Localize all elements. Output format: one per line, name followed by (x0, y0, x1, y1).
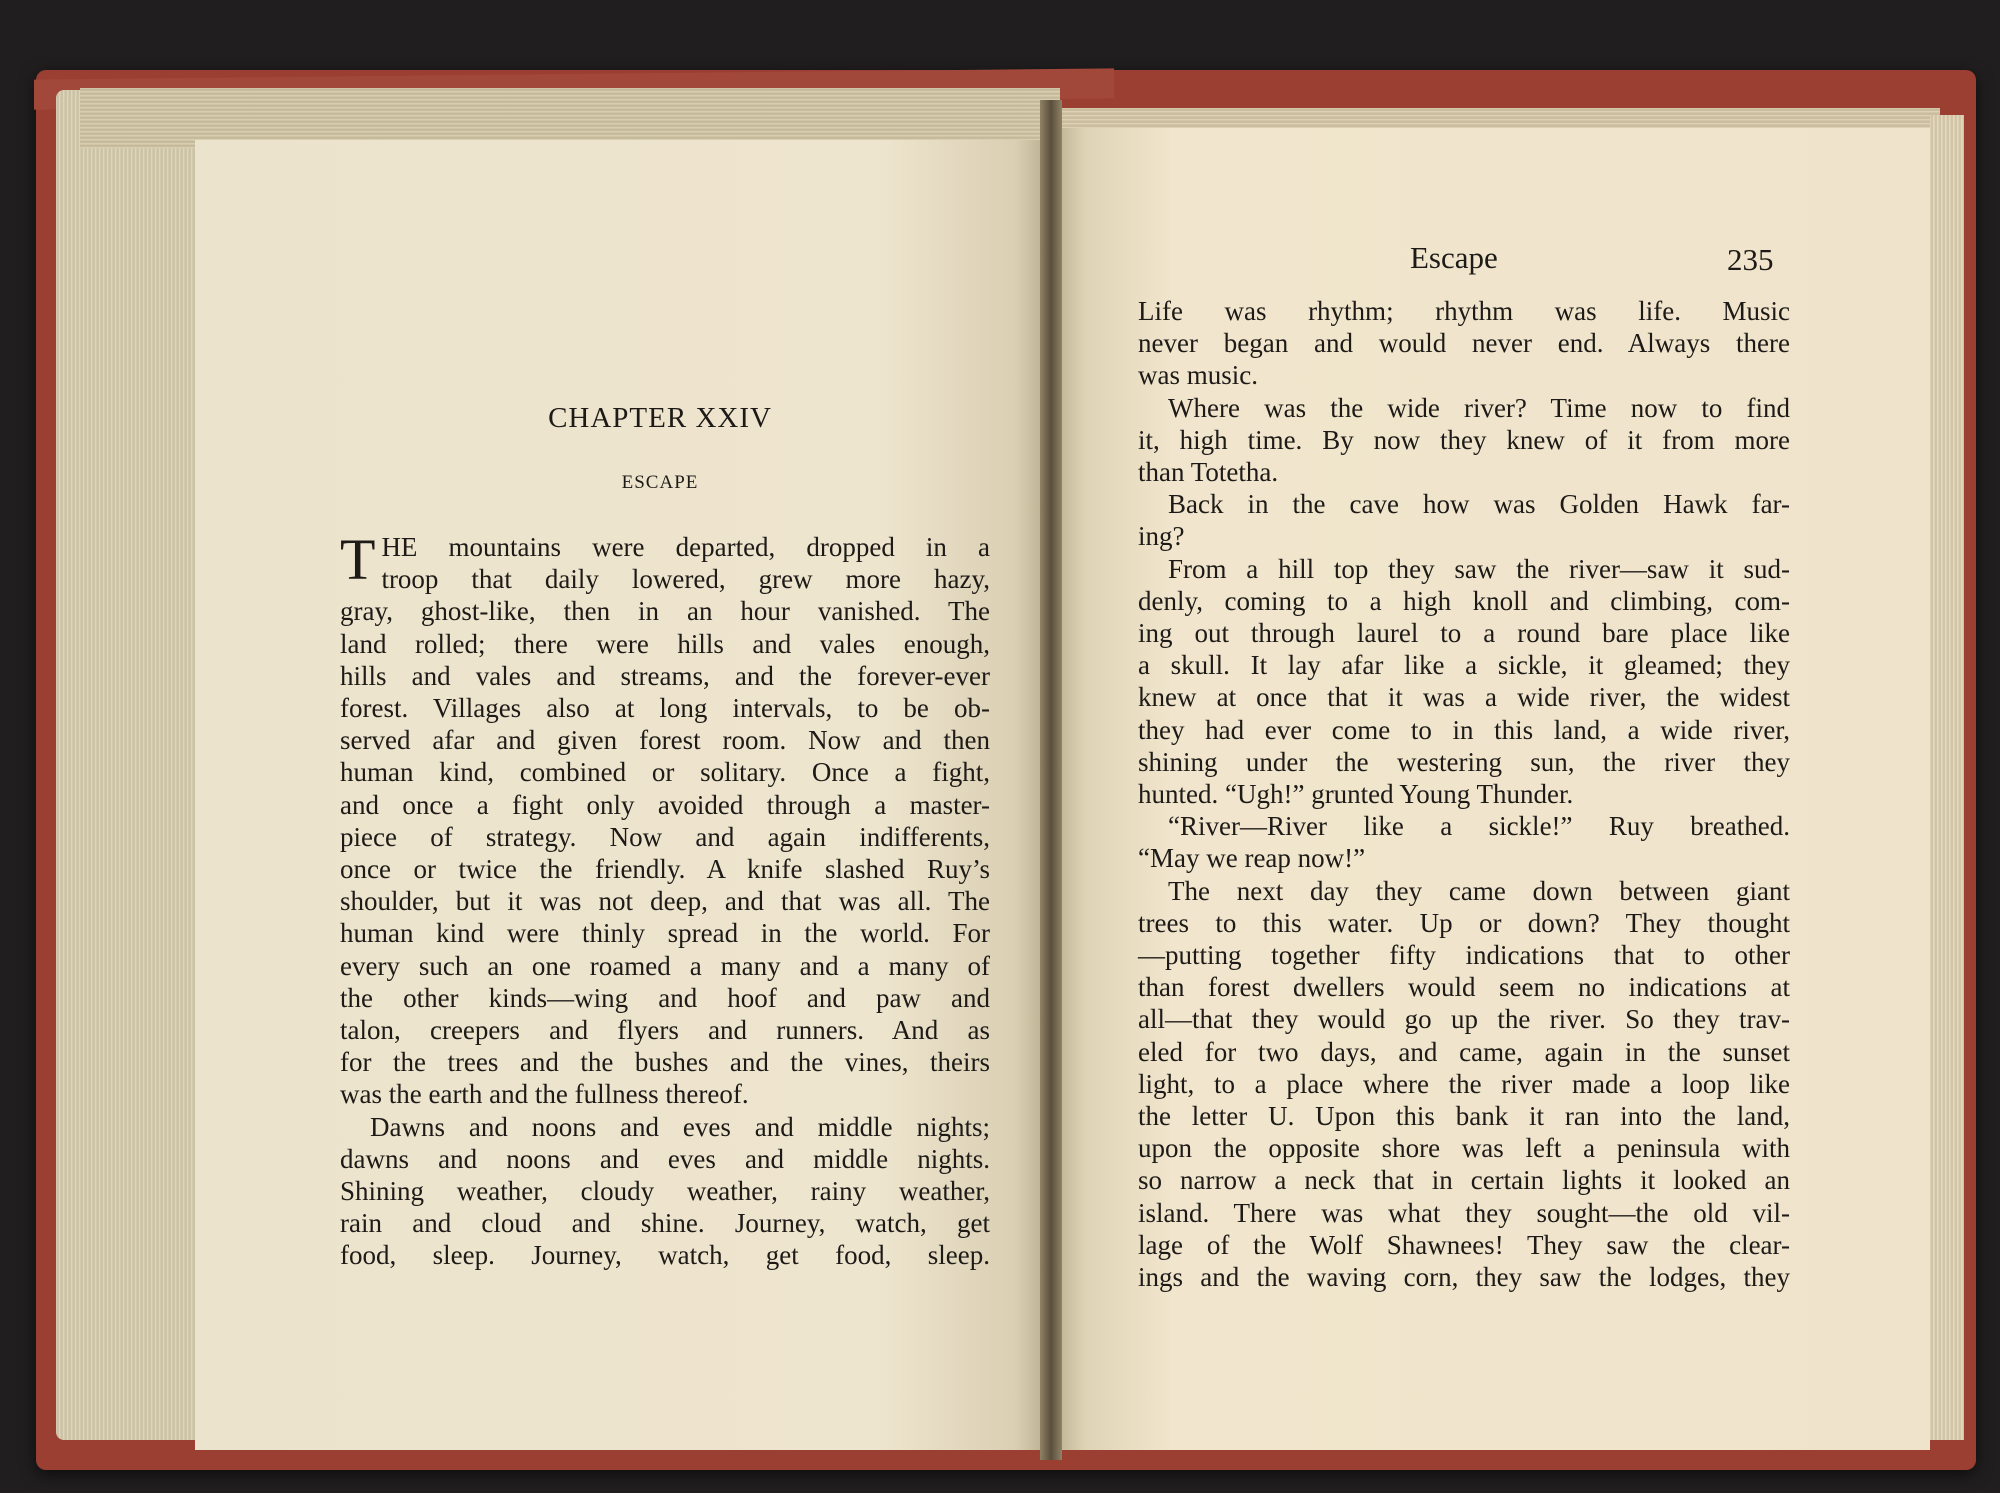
text-line: hills and vales and streams, and the forever-ever (340, 660, 990, 691)
text-line: HE mountains were departed, dropped in a (381, 532, 990, 562)
page-number: 235 (1727, 242, 1774, 277)
text-line: the letter U. Upon this bank it ran into the land, (1138, 1101, 1790, 1132)
text-line: lage of the Wolf Shawnees! They saw the clear- (1138, 1229, 1790, 1260)
text-line: served afar and given forest room. Now and then (340, 725, 990, 756)
page-edges-top-left (80, 88, 1060, 148)
page-edges-left (56, 90, 206, 1440)
left-paragraph-1 (340, 527, 990, 1111)
text-line: once or twice the friendly. A knife slashed Ruy’s (340, 854, 990, 885)
running-title: Escape (1410, 240, 1498, 275)
text-line: From a hill top they saw the river—saw it sud- (1168, 553, 1790, 584)
text-line: “River—River like a sickle!” Ruy breathed. (1168, 811, 1790, 842)
text-line: gray, ghost-like, then in an hour vanished. The (340, 596, 990, 627)
text-line: it, high time. By now they knew of it from more (1138, 424, 1790, 455)
right-page-text (1138, 295, 1790, 1293)
drop-cap: T (340, 527, 376, 592)
text-line: ing? (1138, 521, 1185, 552)
text-line: every such an one roamed a many and a many of (340, 950, 990, 981)
left-page-text (340, 527, 990, 1272)
text-line: rain and cloud and shine. Journey, watch, get (340, 1208, 990, 1239)
text-line: Shining weather, cloudy weather, rainy weather, (340, 1176, 990, 1207)
text-line: dawns and noons and eves and middle nights. (340, 1143, 990, 1174)
text-line: ings and the waving corn, they saw the lodges, they (1138, 1262, 1790, 1293)
text-line: upon the opposite shore was left a peninsula with (1138, 1133, 1790, 1164)
text-line: all—that they would go up the river. So they trav- (1138, 1004, 1790, 1035)
text-line: Where was the wide river? Time now to find (1168, 392, 1790, 423)
text-line: The next day they came down between giant (1168, 875, 1790, 906)
text-line: than Totetha. (1138, 457, 1279, 488)
text-line: shining under the westering sun, the river they (1138, 746, 1790, 777)
text-line: trees to this water. Up or down? They thought (1138, 907, 1790, 938)
text-line: was music. (1138, 360, 1258, 391)
text-line: never began and would never end. Always there (1138, 328, 1790, 359)
text-line: so narrow a neck that in certain lights it looked an (1138, 1165, 1790, 1196)
text-line: a skull. It lay afar like a sickle, it gleamed; they (1138, 650, 1790, 681)
text-line: piece of strategy. Now and again indifferents, (340, 821, 990, 852)
text-line: and once a fight only avoided through a master- (340, 789, 990, 820)
text-line: they had ever come to in this land, a wide river, (1138, 714, 1790, 745)
left-paragraph-2 (340, 1111, 990, 1272)
text-line: human kind were thinly spread in the world. For (340, 918, 990, 949)
text-line: light, to a place where the river made a loop like (1138, 1068, 1790, 1099)
text-line: than forest dwellers would seem no indications at (1138, 972, 1790, 1003)
text-line: food, sleep. Journey, watch, get food, sleep. (340, 1240, 990, 1271)
text-line: eled for two days, and came, again in the sunset (1138, 1036, 1790, 1067)
book-gutter (1040, 100, 1062, 1460)
text-line: troop that daily lowered, grew more hazy, (381, 564, 990, 595)
text-line: talon, creepers and flyers and runners. And as (340, 1015, 990, 1046)
chapter-title: CHAPTER XXIV (548, 402, 772, 434)
text-line: Life was rhythm; rhythm was life. Music (1138, 296, 1790, 326)
text-line: land rolled; there were hills and vales enough, (340, 628, 990, 659)
text-line: Dawns and noons and eves and middle nights; (370, 1111, 990, 1142)
chapter-subtitle: ESCAPE (621, 472, 699, 493)
text-line: —putting together fifty indications that to other (1138, 940, 1790, 971)
text-line: “May we reap now!” (1138, 843, 1366, 874)
text-line: shoulder, but it was not deep, and that was all. The (340, 886, 990, 917)
text-line: for the trees and the bushes and the vines, theirs (340, 1047, 990, 1078)
text-line: Back in the cave how was Golden Hawk far- (1168, 489, 1790, 520)
text-line: island. There was what they sought—the old vil- (1138, 1197, 1790, 1228)
text-line: was the earth and the fullness thereof. (340, 1079, 749, 1110)
text-line: forest. Villages also at long intervals, to be ob- (340, 693, 990, 724)
text-line: human kind, combined or solitary. Once a fight, (340, 757, 990, 788)
page-edges-right (1930, 115, 1964, 1440)
text-line: denly, coming to a high knoll and climbing, com- (1138, 585, 1790, 616)
text-line: ing out through laurel to a round bare place like (1138, 618, 1790, 649)
text-line: the other kinds—wing and hoof and paw and (340, 982, 990, 1013)
text-line: hunted. “Ugh!” grunted Young Thunder. (1138, 779, 1574, 810)
text-line: knew at once that it was a wide river, the widest (1138, 682, 1790, 713)
